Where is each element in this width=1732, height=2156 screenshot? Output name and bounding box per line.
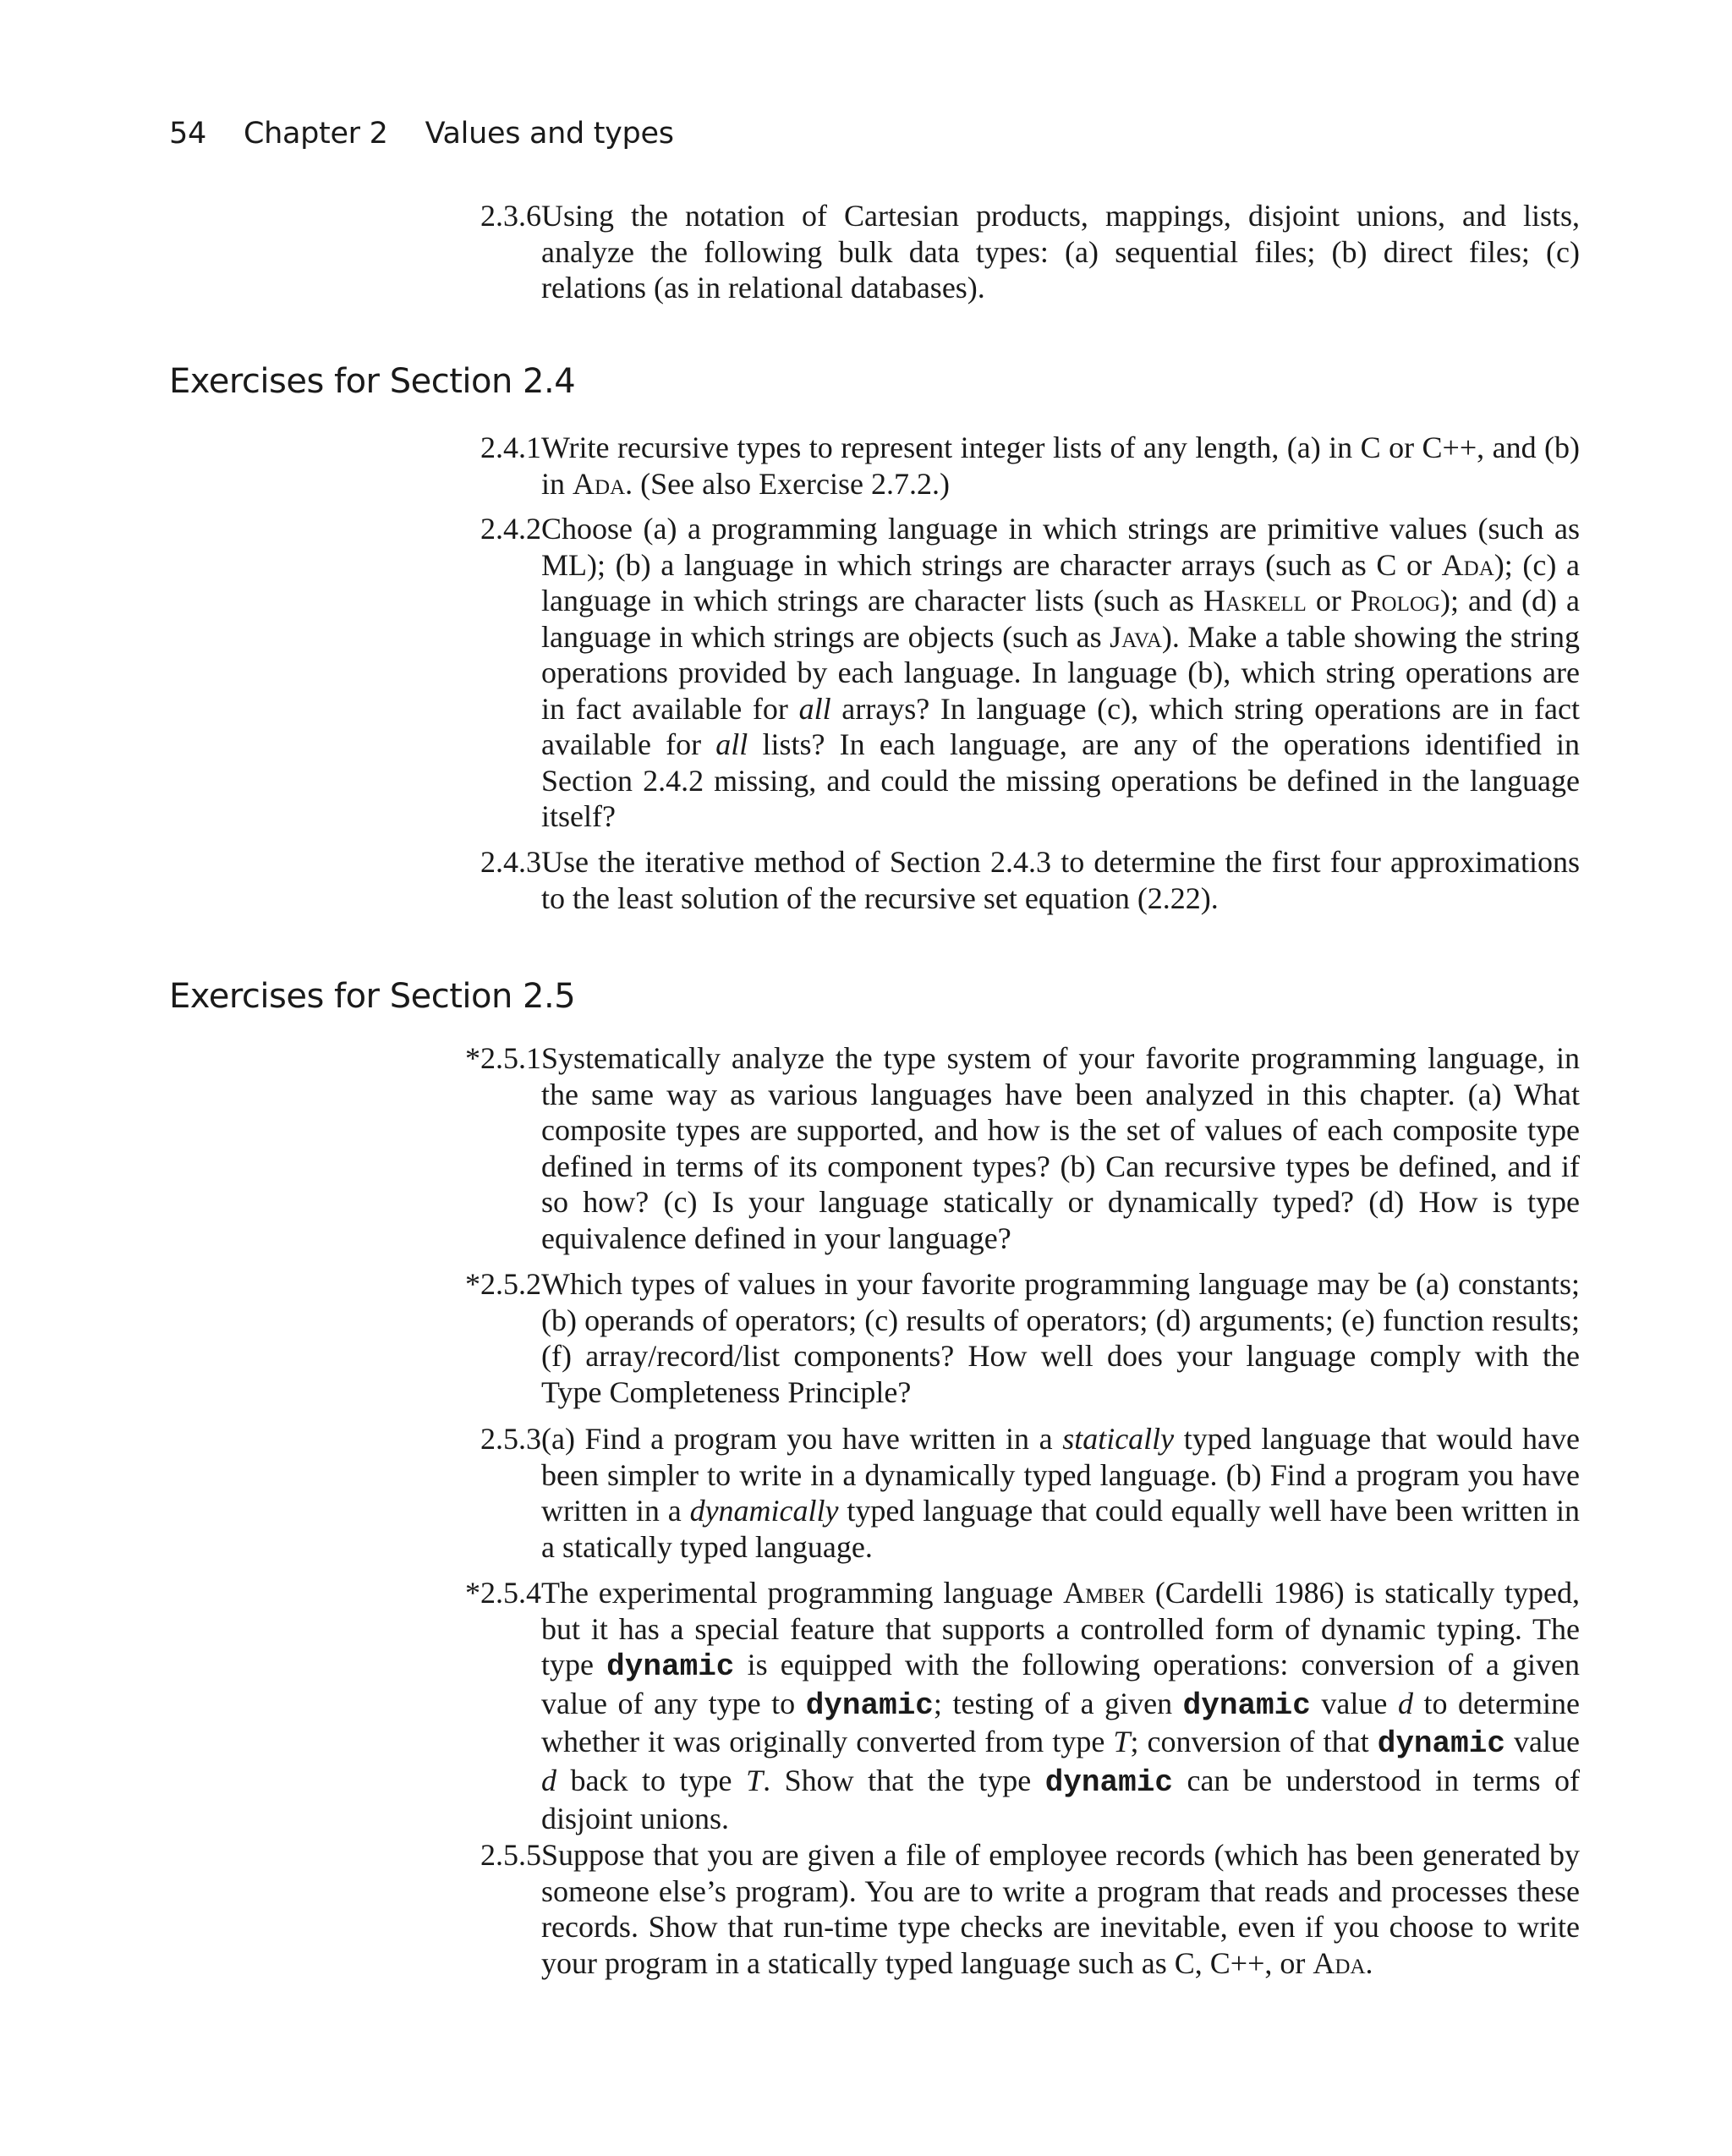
language-name: Ada (573, 466, 626, 501)
exercise-text: Suppose that you are given a file of employee records (which has been generated by someone else’s program). You are to write a program that reads and processes these records. Show that run-time type checks are inevitable, even if you choose to write your program in a statically typed language such as C, C++, or Ada. (541, 1838, 1580, 1980)
exercise-number: 2.5.3 (480, 1422, 541, 1456)
exercise-number: 2.5.5 (480, 1838, 541, 1872)
exercise-text: Using the notation of Cartesian products, mappings, disjoint unions, and lists, analyze the following bulk data types: (a) sequential files; (b) direct files; (c) relations (as in relational databases). (541, 199, 1580, 304)
exercise-text: (a) Find a program you have written in a statically typed language that would have been simpler to write in a dynamically typed language. (b) Find a program you have written in a dynamically typed language that could equally well have been written in a statically typed language. (541, 1422, 1581, 1564)
exercise-text: The experimental programming language Amber (Cardelli 1986) is statically typed, but it has a special feature that supports a controlled form of dynamic typing. The type dynamic is equipped with the following operations: conversion of a given value of any type to dynamic; testing of a given dynamic value d to determine whether it was originally converted from type T; conversion of that dynamic value d back to type T. Show that the type dynamic can be understood in terms of disjoint unions. (541, 1576, 1581, 1835)
exercise-number: 2.4.3 (480, 845, 541, 879)
chapter-label: Chapter 2 (243, 117, 388, 151)
exercise-number: *2.5.2 (465, 1267, 541, 1301)
code-keyword: dynamic (1377, 1726, 1505, 1761)
exercise-text: Systematically analyze the type system of your favorite programming language, in the same way as various languages have been analyzed in this chapter. (a) What composite types are supported, and how is the set of values of each composite type defined in terms of its component types? (b) Can recursive types be defined, and if so how? (c) Is your language statically or dynamically typed? (d) How is type equivalence defined in your language? (541, 1041, 1580, 1255)
exercise-number: *2.5.1 (465, 1041, 541, 1075)
code-keyword: dynamic (1182, 1687, 1311, 1723)
language-name: Prolog (1350, 584, 1440, 617)
exercise-text: Choose (a) a programming language in which strings are primitive values (such as ML); (b) a language in which strings are character arrays (such as C or Ada); (c) a language in which strings are character lists (such as Haskell or Prolog); and (d) a language in which strings are objects (such as Java). Make a table showing the string operations provided by each language. In language (b), which string operations are in fact available for all arrays? In language (c), which string operations are in fact available for all lists? In each language, are any of the operations identified in Section 2.4.2 missing, and could the missing operations be defined in the language itself? (541, 512, 1581, 833)
running-head (169, 117, 674, 151)
emphasis: all (715, 727, 748, 761)
code-keyword: dynamic (805, 1687, 934, 1723)
exercise-2-5-4 (440, 1575, 1580, 1837)
variable: T (1113, 1725, 1131, 1758)
exercise-2-3-6 (440, 198, 1580, 306)
exercise-2-5-5 (440, 1837, 1580, 1981)
language-name: Java (1110, 619, 1162, 654)
language-name: Ada (1441, 547, 1494, 582)
variable: d (541, 1763, 556, 1797)
exercise-text: Write recursive types to represent integer lists of any length, (a) in C or C++, and (b) in Ada. (See also Exercise 2.7.2.) (541, 431, 1580, 501)
emphasis: dynamically (689, 1494, 839, 1528)
exercise-number: 2.4.2 (480, 512, 541, 546)
emphasis: statically (1062, 1422, 1175, 1456)
section-heading-2-4: Exercises for Section 2.4 (169, 362, 576, 401)
language-name: Ada (1313, 1945, 1366, 1980)
exercise-text: Which types of values in your favorite programming language may be (a) constants; (b) operands of operators; (c) results of operators; (d) arguments; (e) function results; (f) array/record/list components? How well does your language comply with the Type Completeness Principle? (541, 1267, 1580, 1409)
exercise-2-4-3 (440, 844, 1580, 916)
exercise-number: 2.4.1 (480, 431, 541, 464)
language-name: Amber (1063, 1576, 1145, 1610)
chapter-title: Values and types (425, 117, 674, 151)
language-name: Haskell (1203, 584, 1307, 617)
exercise-2-4-2 (440, 511, 1580, 835)
section-heading-2-5: Exercises for Section 2.5 (169, 977, 576, 1016)
exercise-number: *2.5.4 (465, 1576, 541, 1610)
exercise-2-4-1 (440, 430, 1580, 502)
exercise-text: Use the iterative method of Section 2.4.3 to determine the first four approximations to the least solution of the recursive set equation (2.22). (541, 845, 1580, 915)
code-keyword: dynamic (606, 1649, 735, 1684)
exercise-2-5-1 (440, 1040, 1580, 1256)
variable: T (746, 1763, 764, 1797)
variable: d (1397, 1686, 1413, 1720)
exercise-2-5-2 (440, 1266, 1580, 1410)
emphasis: all (798, 691, 831, 726)
exercise-number: 2.3.6 (480, 199, 541, 233)
code-keyword: dynamic (1044, 1764, 1173, 1800)
exercise-2-5-3 (440, 1421, 1580, 1565)
page-number: 54 (169, 117, 206, 151)
